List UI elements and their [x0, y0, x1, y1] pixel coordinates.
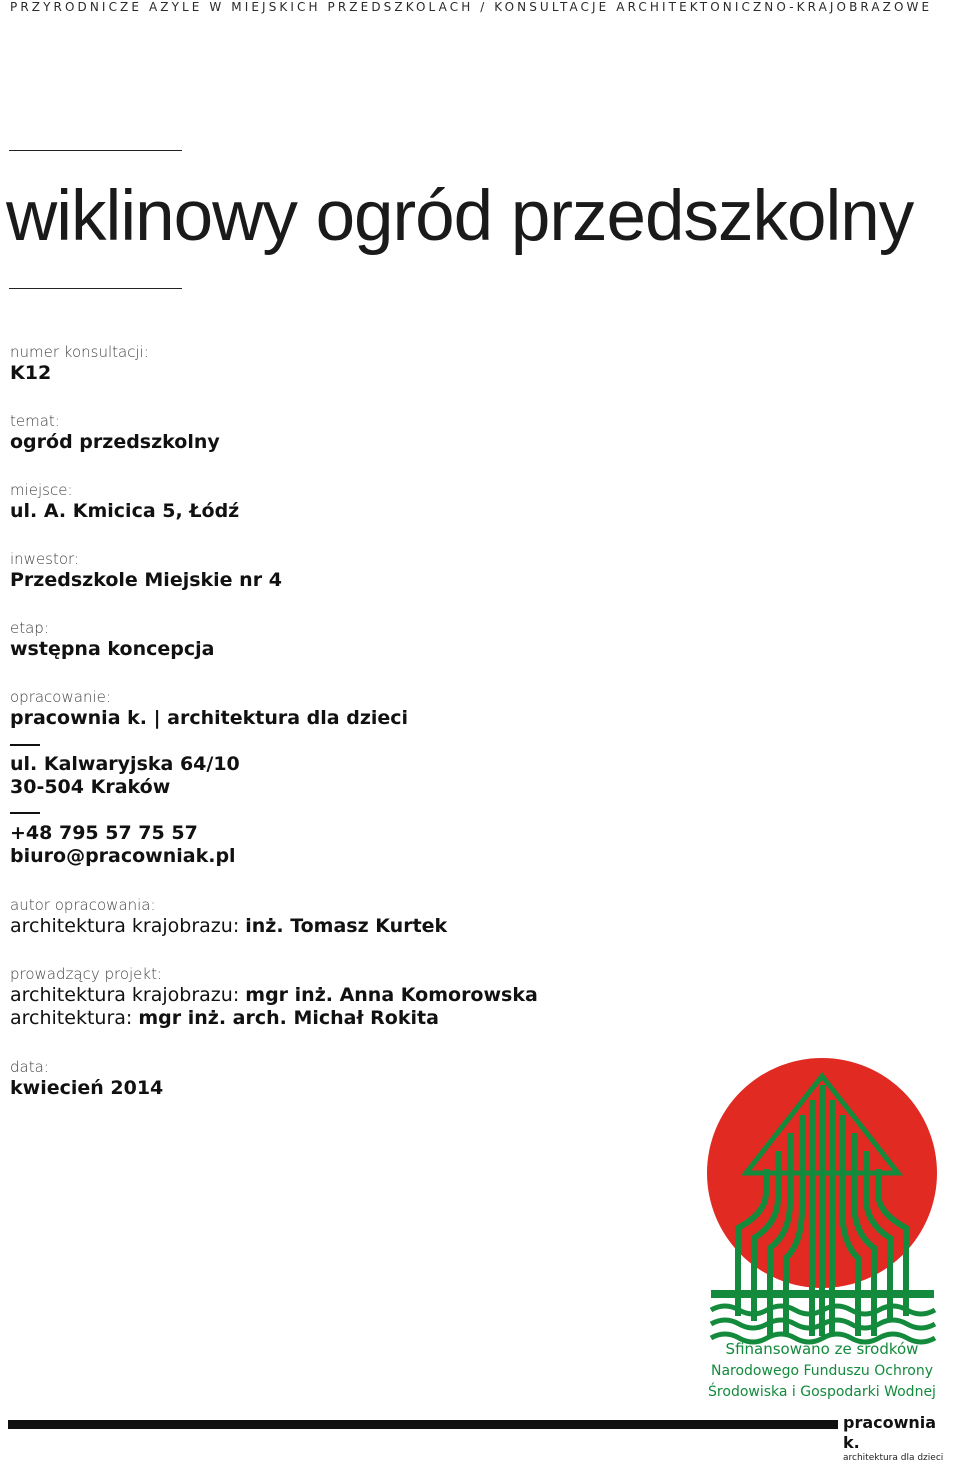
lead-name: mgr inż. arch. Michał Rokita	[138, 1007, 439, 1029]
field-value: Przedszkole Miejskie nr 4	[10, 569, 282, 591]
divider-top	[9, 150, 182, 151]
field-numer	[10, 342, 710, 385]
field-label: data:	[10, 1058, 49, 1076]
email-address: biuro@pracowniak.pl	[10, 845, 236, 867]
field-opracowanie	[10, 687, 710, 730]
author-role: architektura krajobrazu:	[10, 915, 246, 937]
address-divider	[10, 744, 40, 746]
field-label: inwestor:	[10, 550, 80, 568]
logo-waves	[711, 1306, 935, 1342]
contact-divider	[10, 812, 40, 814]
field-label: opracowanie:	[10, 688, 111, 706]
lead-role: architektura krajobrazu:	[10, 984, 246, 1006]
field-value: wstępna koncepcja	[10, 638, 215, 660]
field-inwestor	[10, 549, 710, 592]
logo-text-line1: Sfinansowano ze środków	[725, 1340, 919, 1358]
lead-name: mgr inż. Anna Komorowska	[245, 984, 538, 1006]
field-label: autor opracowania:	[10, 896, 156, 914]
field-value	[10, 915, 710, 938]
nfosigw-logo	[706, 1058, 939, 1403]
field-autor	[10, 895, 710, 938]
address-line: ul. Kalwaryjska 64/10	[10, 753, 240, 775]
address-block	[10, 753, 710, 799]
contact-block	[10, 822, 710, 868]
phone-number: +48 795 57 75 57	[10, 822, 198, 844]
field-label: prowadzący projekt:	[10, 965, 163, 983]
field-value	[10, 984, 710, 1007]
lead-role: architektura:	[10, 1007, 139, 1029]
field-temat	[10, 411, 710, 454]
field-value: ul. A. Kmicica 5, Łódź	[10, 500, 240, 522]
field-value: K12	[10, 362, 52, 384]
brand-subtitle: architektura dla dzieci	[843, 1453, 944, 1463]
field-value	[10, 1007, 710, 1030]
logo-text-line2: Narodowego Funduszu Ochrony	[710, 1363, 934, 1379]
field-miejsce	[10, 480, 710, 523]
field-value: kwiecień 2014	[10, 1077, 164, 1099]
brand-name: pracownia k.	[843, 1413, 937, 1452]
footer-bar	[8, 1420, 838, 1429]
field-label: miejsce:	[10, 481, 73, 499]
author-name: inż. Tomasz Kurtek	[245, 915, 448, 937]
field-prowadzacy	[10, 964, 710, 1030]
field-etap	[10, 618, 710, 661]
logo-text-line3: Środowiska i Gospodarki Wodnej	[708, 1384, 936, 1400]
field-value: ogród przedszkolny	[10, 431, 220, 453]
field-data	[10, 1057, 710, 1100]
field-label: numer konsultacji:	[10, 343, 149, 361]
field-value: pracownia k. | architektura dla dzieci	[10, 707, 409, 729]
field-label: etap:	[10, 619, 49, 637]
series-header: PRZYRODNICZE AZYLE W MIEJSKICH PRZEDSZKOLACH / KONSULTACJE ARCHITEKTONICZNO-KRAJOBRAZOWE	[10, 0, 933, 14]
brand-logo	[843, 1413, 958, 1464]
field-label: temat:	[10, 412, 60, 430]
address-line: 30-504 Kraków	[10, 776, 171, 798]
divider-bottom	[9, 288, 182, 289]
logo-ground	[711, 1290, 934, 1298]
page-title: wiklinowy ogród przedszkolny	[6, 177, 914, 256]
